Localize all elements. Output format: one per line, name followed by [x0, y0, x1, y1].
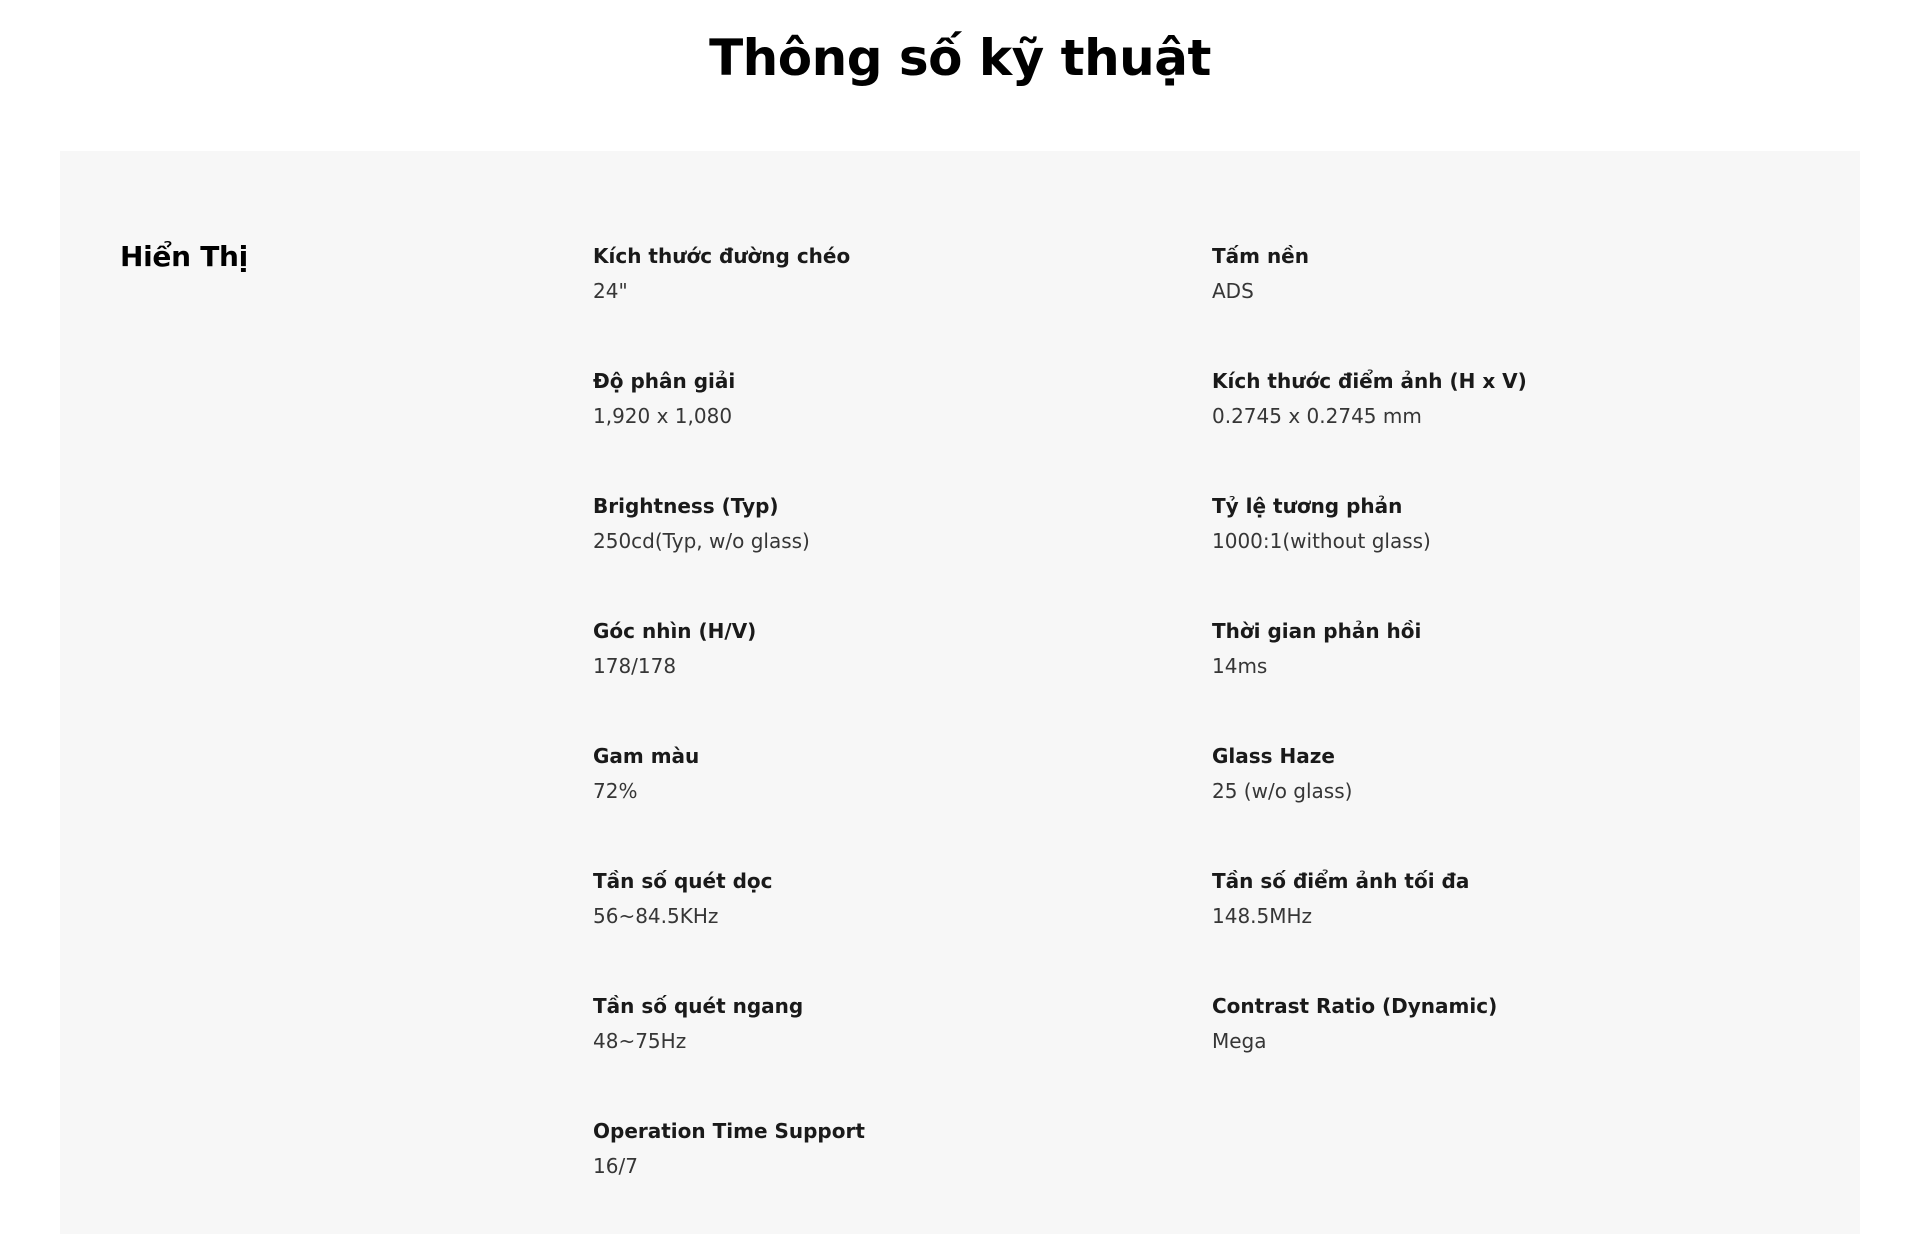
spec-value: 14ms [1212, 654, 1268, 678]
spec-label: Gam màu [593, 744, 700, 768]
spec-item-max-pixel-frequency [1212, 864, 1833, 989]
spec-value: 0.2745 x 0.2745 mm [1212, 404, 1422, 428]
spec-label: Glass Haze [1212, 744, 1335, 768]
spec-item-panel-type [1212, 239, 1833, 364]
spec-label: Kích thước đường chéo [593, 244, 851, 268]
spec-value: 48~75Hz [593, 1029, 687, 1053]
spec-label: Tần số quét ngang [593, 994, 804, 1018]
spec-value: 178/178 [593, 654, 677, 678]
spec-item-viewing-angle [593, 614, 1212, 739]
spec-label: Contrast Ratio (Dynamic) [1212, 994, 1498, 1018]
spec-value: 148.5MHz [1212, 904, 1313, 928]
spec-label: Brightness (Typ) [593, 494, 779, 518]
spec-label: Tỷ lệ tương phản [1212, 494, 1403, 518]
spec-item-resolution [593, 364, 1212, 489]
spec-label: Thời gian phản hồi [1212, 619, 1422, 643]
spec-grid [593, 239, 1833, 1239]
spec-item-pixel-pitch [1212, 364, 1833, 489]
spec-label: Tấm nền [1212, 244, 1309, 268]
page-title: Thông số kỹ thuật [709, 29, 1211, 87]
spec-value: 56~84.5KHz [593, 904, 719, 928]
spec-item-contrast-ratio [1212, 489, 1833, 614]
spec-value: 250cd(Typ, w/o glass) [593, 529, 810, 553]
section-title-display: Hiển Thị [120, 240, 248, 273]
spec-item-dynamic-contrast-ratio [1212, 989, 1833, 1114]
spec-value: 72% [593, 779, 638, 803]
spec-item-glass-haze [1212, 739, 1833, 864]
spec-value: 25 (w/o glass) [1212, 779, 1353, 803]
spec-label: Góc nhìn (H/V) [593, 619, 757, 643]
spec-item-response-time [1212, 614, 1833, 739]
spec-label: Tần số quét dọc [593, 869, 773, 893]
spec-value: 1000:1(without glass) [1212, 529, 1431, 553]
spec-item-vertical-frequency [593, 864, 1212, 989]
spec-item-horizontal-frequency [593, 989, 1212, 1114]
spec-value: 1,920 x 1,080 [593, 404, 733, 428]
spec-label: Kích thước điểm ảnh (H x V) [1212, 369, 1527, 393]
spec-value: ADS [1212, 279, 1254, 303]
spec-item-operation-time-support [593, 1114, 1212, 1239]
spec-panel [60, 151, 1860, 1234]
spec-item-diagonal-size [593, 239, 1212, 364]
spec-label: Operation Time Support [593, 1119, 865, 1143]
spec-item-brightness [593, 489, 1212, 614]
spec-value: 24" [593, 279, 628, 303]
spec-label: Tần số điểm ảnh tối đa [1212, 869, 1470, 893]
spec-item-color-gamut [593, 739, 1212, 864]
spec-value: Mega [1212, 1029, 1267, 1053]
spec-value: 16/7 [593, 1154, 638, 1178]
spec-label: Độ phân giải [593, 369, 736, 393]
